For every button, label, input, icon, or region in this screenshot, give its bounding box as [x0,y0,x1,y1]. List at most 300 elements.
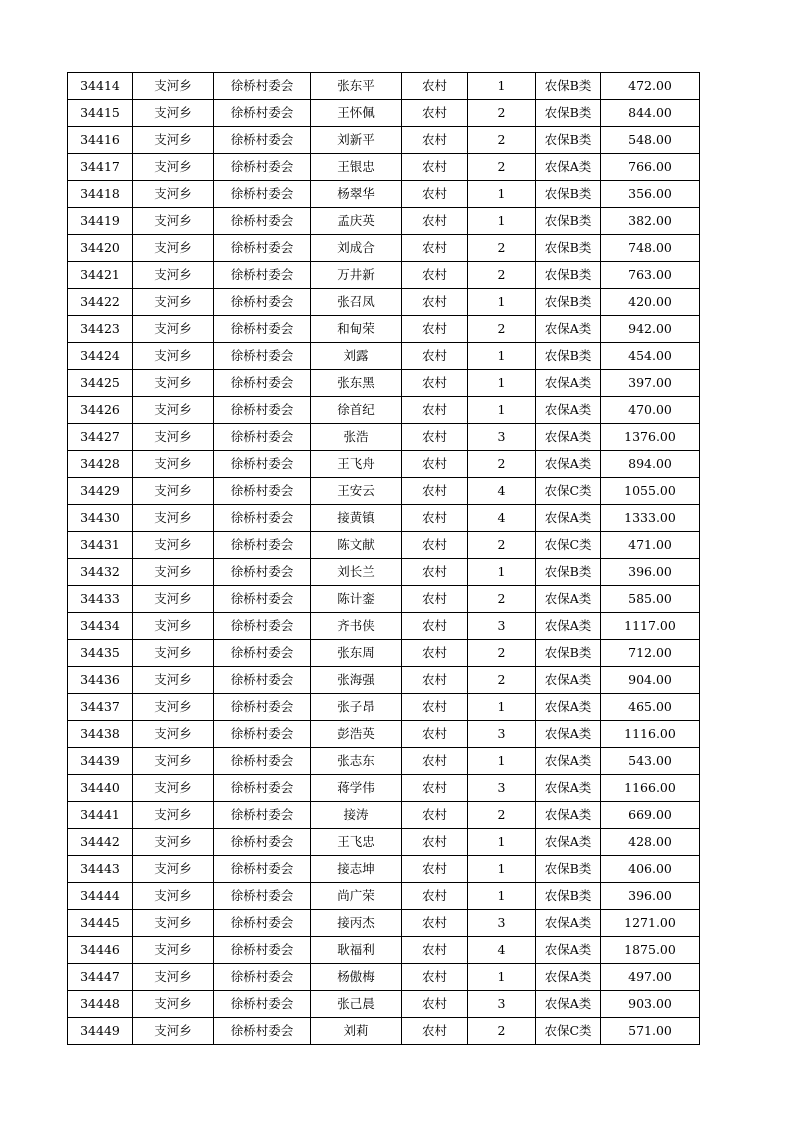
township-cell: 支河乡 [133,154,214,181]
insurance-category-cell: 农保B类 [536,127,601,154]
area-type-cell: 农村 [402,856,468,883]
table-row [68,1018,700,1045]
amount-cell: 1271.00 [601,910,700,937]
area-type-cell: 农村 [402,991,468,1018]
amount-cell: 571.00 [601,1018,700,1045]
household-count-cell: 1 [468,343,536,370]
amount-cell: 396.00 [601,883,700,910]
table-row [68,397,700,424]
amount-cell: 1116.00 [601,721,700,748]
name-cell: 王飞舟 [311,451,402,478]
record-id-cell: 34446 [68,937,133,964]
record-id-cell: 34444 [68,883,133,910]
insurance-category-cell: 农保A类 [536,613,601,640]
area-type-cell: 农村 [402,208,468,235]
insurance-category-cell: 农保A类 [536,964,601,991]
village-committee-cell: 徐桥村委会 [214,991,311,1018]
name-cell: 孟庆英 [311,208,402,235]
area-type-cell: 农村 [402,937,468,964]
amount-cell: 585.00 [601,586,700,613]
amount-cell: 454.00 [601,343,700,370]
amount-cell: 1875.00 [601,937,700,964]
village-committee-cell: 徐桥村委会 [214,235,311,262]
amount-cell: 428.00 [601,829,700,856]
insurance-category-cell: 农保B类 [536,640,601,667]
village-committee-cell: 徐桥村委会 [214,910,311,937]
insurance-category-cell: 农保B类 [536,208,601,235]
name-cell: 接丙杰 [311,910,402,937]
township-cell: 支河乡 [133,1018,214,1045]
village-committee-cell: 徐桥村委会 [214,964,311,991]
village-committee-cell: 徐桥村委会 [214,829,311,856]
name-cell: 王飞忠 [311,829,402,856]
village-committee-cell: 徐桥村委会 [214,748,311,775]
household-count-cell: 4 [468,505,536,532]
township-cell: 支河乡 [133,667,214,694]
village-committee-cell: 徐桥村委会 [214,397,311,424]
name-cell: 张东平 [311,73,402,100]
household-count-cell: 1 [468,370,536,397]
household-count-cell: 3 [468,721,536,748]
table-row [68,856,700,883]
area-type-cell: 农村 [402,964,468,991]
household-count-cell: 1 [468,397,536,424]
village-committee-cell: 徐桥村委会 [214,451,311,478]
household-count-cell: 4 [468,937,536,964]
area-type-cell: 农村 [402,694,468,721]
name-cell: 接志坤 [311,856,402,883]
amount-cell: 472.00 [601,73,700,100]
township-cell: 支河乡 [133,262,214,289]
township-cell: 支河乡 [133,370,214,397]
amount-cell: 470.00 [601,397,700,424]
township-cell: 支河乡 [133,559,214,586]
insurance-category-cell: 农保A类 [536,370,601,397]
amount-cell: 1333.00 [601,505,700,532]
area-type-cell: 农村 [402,1018,468,1045]
household-count-cell: 2 [468,235,536,262]
table-row [68,667,700,694]
table-row [68,100,700,127]
insurance-category-cell: 农保B类 [536,181,601,208]
record-id-cell: 34416 [68,127,133,154]
township-cell: 支河乡 [133,802,214,829]
area-type-cell: 农村 [402,748,468,775]
area-type-cell: 农村 [402,262,468,289]
township-cell: 支河乡 [133,964,214,991]
amount-cell: 356.00 [601,181,700,208]
village-committee-cell: 徐桥村委会 [214,802,311,829]
record-id-cell: 34449 [68,1018,133,1045]
township-cell: 支河乡 [133,991,214,1018]
township-cell: 支河乡 [133,910,214,937]
table-row [68,586,700,613]
township-cell: 支河乡 [133,856,214,883]
records-table-body [68,73,700,1045]
table-row [68,613,700,640]
name-cell: 刘露 [311,343,402,370]
village-committee-cell: 徐桥村委会 [214,370,311,397]
village-committee-cell: 徐桥村委会 [214,559,311,586]
village-committee-cell: 徐桥村委会 [214,343,311,370]
area-type-cell: 农村 [402,424,468,451]
amount-cell: 766.00 [601,154,700,181]
table-row [68,829,700,856]
area-type-cell: 农村 [402,559,468,586]
township-cell: 支河乡 [133,181,214,208]
township-cell: 支河乡 [133,883,214,910]
amount-cell: 397.00 [601,370,700,397]
village-committee-cell: 徐桥村委会 [214,937,311,964]
township-cell: 支河乡 [133,343,214,370]
amount-cell: 1376.00 [601,424,700,451]
amount-cell: 669.00 [601,802,700,829]
table-row [68,694,700,721]
name-cell: 张东黑 [311,370,402,397]
area-type-cell: 农村 [402,370,468,397]
area-type-cell: 农村 [402,883,468,910]
area-type-cell: 农村 [402,910,468,937]
table-row [68,964,700,991]
table-row [68,181,700,208]
household-count-cell: 1 [468,856,536,883]
table-row [68,991,700,1018]
household-count-cell: 2 [468,154,536,181]
area-type-cell: 农村 [402,289,468,316]
insurance-category-cell: 农保B类 [536,235,601,262]
table-row [68,424,700,451]
amount-cell: 903.00 [601,991,700,1018]
township-cell: 支河乡 [133,289,214,316]
township-cell: 支河乡 [133,748,214,775]
name-cell: 刘成合 [311,235,402,262]
township-cell: 支河乡 [133,127,214,154]
table-row [68,127,700,154]
village-committee-cell: 徐桥村委会 [214,667,311,694]
record-id-cell: 34439 [68,748,133,775]
table-row [68,937,700,964]
area-type-cell: 农村 [402,127,468,154]
village-committee-cell: 徐桥村委会 [214,613,311,640]
area-type-cell: 农村 [402,532,468,559]
insurance-category-cell: 农保C类 [536,1018,601,1045]
name-cell: 齐书侠 [311,613,402,640]
village-committee-cell: 徐桥村委会 [214,208,311,235]
insurance-category-cell: 农保A类 [536,937,601,964]
township-cell: 支河乡 [133,235,214,262]
insurance-category-cell: 农保B类 [536,883,601,910]
village-committee-cell: 徐桥村委会 [214,505,311,532]
township-cell: 支河乡 [133,937,214,964]
township-cell: 支河乡 [133,505,214,532]
household-count-cell: 2 [468,316,536,343]
name-cell: 张东周 [311,640,402,667]
township-cell: 支河乡 [133,316,214,343]
amount-cell: 382.00 [601,208,700,235]
name-cell: 陈文献 [311,532,402,559]
record-id-cell: 34434 [68,613,133,640]
record-id-cell: 34422 [68,289,133,316]
record-id-cell: 34417 [68,154,133,181]
record-id-cell: 34426 [68,397,133,424]
name-cell: 蒋学伟 [311,775,402,802]
amount-cell: 548.00 [601,127,700,154]
insurance-category-cell: 农保B类 [536,856,601,883]
record-id-cell: 34435 [68,640,133,667]
household-count-cell: 1 [468,829,536,856]
village-committee-cell: 徐桥村委会 [214,883,311,910]
amount-cell: 763.00 [601,262,700,289]
household-count-cell: 3 [468,613,536,640]
record-id-cell: 34433 [68,586,133,613]
household-count-cell: 3 [468,910,536,937]
area-type-cell: 农村 [402,316,468,343]
amount-cell: 748.00 [601,235,700,262]
table-row [68,73,700,100]
record-id-cell: 34420 [68,235,133,262]
township-cell: 支河乡 [133,532,214,559]
village-committee-cell: 徐桥村委会 [214,73,311,100]
table-row [68,532,700,559]
insurance-category-cell: 农保A类 [536,586,601,613]
amount-cell: 497.00 [601,964,700,991]
table-row [68,316,700,343]
township-cell: 支河乡 [133,424,214,451]
record-id-cell: 34448 [68,991,133,1018]
record-id-cell: 34414 [68,73,133,100]
village-committee-cell: 徐桥村委会 [214,856,311,883]
insurance-category-cell: 农保A类 [536,154,601,181]
area-type-cell: 农村 [402,640,468,667]
table-row [68,883,700,910]
name-cell: 和甸荣 [311,316,402,343]
insurance-category-cell: 农保B类 [536,289,601,316]
name-cell: 接涛 [311,802,402,829]
record-id-cell: 34427 [68,424,133,451]
insurance-category-cell: 农保B类 [536,559,601,586]
village-committee-cell: 徐桥村委会 [214,316,311,343]
household-count-cell: 1 [468,289,536,316]
name-cell: 张子昂 [311,694,402,721]
name-cell: 杨翠华 [311,181,402,208]
amount-cell: 844.00 [601,100,700,127]
household-count-cell: 3 [468,991,536,1018]
township-cell: 支河乡 [133,775,214,802]
township-cell: 支河乡 [133,100,214,127]
insurance-category-cell: 农保A类 [536,316,601,343]
insurance-category-cell: 农保A类 [536,748,601,775]
name-cell: 刘莉 [311,1018,402,1045]
household-count-cell: 2 [468,451,536,478]
record-id-cell: 34424 [68,343,133,370]
amount-cell: 396.00 [601,559,700,586]
household-count-cell: 3 [468,775,536,802]
village-committee-cell: 徐桥村委会 [214,721,311,748]
amount-cell: 471.00 [601,532,700,559]
table-row [68,802,700,829]
amount-cell: 543.00 [601,748,700,775]
name-cell: 刘长兰 [311,559,402,586]
household-count-cell: 1 [468,694,536,721]
household-count-cell: 2 [468,100,536,127]
record-id-cell: 34431 [68,532,133,559]
village-committee-cell: 徐桥村委会 [214,640,311,667]
name-cell: 张己晨 [311,991,402,1018]
table-row [68,208,700,235]
insurance-category-cell: 农保C类 [536,532,601,559]
area-type-cell: 农村 [402,586,468,613]
village-committee-cell: 徐桥村委会 [214,181,311,208]
insurance-category-cell: 农保A类 [536,424,601,451]
household-count-cell: 2 [468,586,536,613]
record-id-cell: 34441 [68,802,133,829]
township-cell: 支河乡 [133,478,214,505]
table-row [68,640,700,667]
township-cell: 支河乡 [133,640,214,667]
village-committee-cell: 徐桥村委会 [214,262,311,289]
township-cell: 支河乡 [133,397,214,424]
household-count-cell: 2 [468,667,536,694]
area-type-cell: 农村 [402,235,468,262]
village-committee-cell: 徐桥村委会 [214,775,311,802]
household-count-cell: 1 [468,748,536,775]
township-cell: 支河乡 [133,586,214,613]
area-type-cell: 农村 [402,154,468,181]
name-cell: 耿福利 [311,937,402,964]
area-type-cell: 农村 [402,100,468,127]
village-committee-cell: 徐桥村委会 [214,694,311,721]
name-cell: 刘新平 [311,127,402,154]
area-type-cell: 农村 [402,802,468,829]
area-type-cell: 农村 [402,343,468,370]
township-cell: 支河乡 [133,613,214,640]
insurance-category-cell: 农保B类 [536,262,601,289]
household-count-cell: 2 [468,640,536,667]
amount-cell: 1055.00 [601,478,700,505]
table-row [68,748,700,775]
insurance-category-cell: 农保B类 [536,100,601,127]
table-row [68,289,700,316]
insurance-category-cell: 农保A类 [536,397,601,424]
township-cell: 支河乡 [133,451,214,478]
household-count-cell: 2 [468,802,536,829]
name-cell: 张志东 [311,748,402,775]
household-count-cell: 2 [468,262,536,289]
household-count-cell: 2 [468,1018,536,1045]
record-id-cell: 34423 [68,316,133,343]
record-id-cell: 34442 [68,829,133,856]
household-count-cell: 1 [468,964,536,991]
amount-cell: 712.00 [601,640,700,667]
area-type-cell: 农村 [402,829,468,856]
record-id-cell: 34437 [68,694,133,721]
household-count-cell: 1 [468,73,536,100]
area-type-cell: 农村 [402,721,468,748]
insurance-category-cell: 农保A类 [536,694,601,721]
record-id-cell: 34445 [68,910,133,937]
area-type-cell: 农村 [402,397,468,424]
insurance-category-cell: 农保B类 [536,73,601,100]
household-count-cell: 1 [468,883,536,910]
amount-cell: 1166.00 [601,775,700,802]
name-cell: 彭浩英 [311,721,402,748]
household-count-cell: 3 [468,424,536,451]
record-id-cell: 34432 [68,559,133,586]
area-type-cell: 农村 [402,451,468,478]
insurance-category-cell: 农保A类 [536,802,601,829]
area-type-cell: 农村 [402,73,468,100]
table-row [68,343,700,370]
township-cell: 支河乡 [133,721,214,748]
amount-cell: 465.00 [601,694,700,721]
insurance-category-cell: 农保C类 [536,478,601,505]
area-type-cell: 农村 [402,505,468,532]
name-cell: 王怀佩 [311,100,402,127]
amount-cell: 406.00 [601,856,700,883]
amount-cell: 942.00 [601,316,700,343]
table-row [68,370,700,397]
name-cell: 接黄镇 [311,505,402,532]
record-id-cell: 34436 [68,667,133,694]
record-id-cell: 34430 [68,505,133,532]
table-row [68,235,700,262]
area-type-cell: 农村 [402,613,468,640]
name-cell: 陈计銮 [311,586,402,613]
village-committee-cell: 徐桥村委会 [214,532,311,559]
amount-cell: 1117.00 [601,613,700,640]
area-type-cell: 农村 [402,775,468,802]
table-row [68,775,700,802]
record-id-cell: 34440 [68,775,133,802]
household-count-cell: 2 [468,532,536,559]
area-type-cell: 农村 [402,667,468,694]
table-row [68,478,700,505]
area-type-cell: 农村 [402,181,468,208]
record-id-cell: 34419 [68,208,133,235]
household-count-cell: 1 [468,559,536,586]
table-row [68,154,700,181]
table-row [68,910,700,937]
village-committee-cell: 徐桥村委会 [214,424,311,451]
amount-cell: 904.00 [601,667,700,694]
insurance-category-cell: 农保A类 [536,667,601,694]
insurance-category-cell: 农保A类 [536,991,601,1018]
record-id-cell: 34438 [68,721,133,748]
name-cell: 杨傲梅 [311,964,402,991]
area-type-cell: 农村 [402,478,468,505]
township-cell: 支河乡 [133,208,214,235]
record-id-cell: 34421 [68,262,133,289]
name-cell: 王银忠 [311,154,402,181]
village-committee-cell: 徐桥村委会 [214,154,311,181]
name-cell: 张召凤 [311,289,402,316]
village-committee-cell: 徐桥村委会 [214,127,311,154]
insurance-category-cell: 农保A类 [536,451,601,478]
name-cell: 张海强 [311,667,402,694]
record-id-cell: 34447 [68,964,133,991]
amount-cell: 420.00 [601,289,700,316]
record-id-cell: 34428 [68,451,133,478]
record-id-cell: 34425 [68,370,133,397]
insurance-category-cell: 农保A类 [536,775,601,802]
record-id-cell: 34429 [68,478,133,505]
amount-cell: 894.00 [601,451,700,478]
township-cell: 支河乡 [133,829,214,856]
record-id-cell: 34418 [68,181,133,208]
insurance-category-cell: 农保A类 [536,505,601,532]
village-committee-cell: 徐桥村委会 [214,100,311,127]
name-cell: 王安云 [311,478,402,505]
